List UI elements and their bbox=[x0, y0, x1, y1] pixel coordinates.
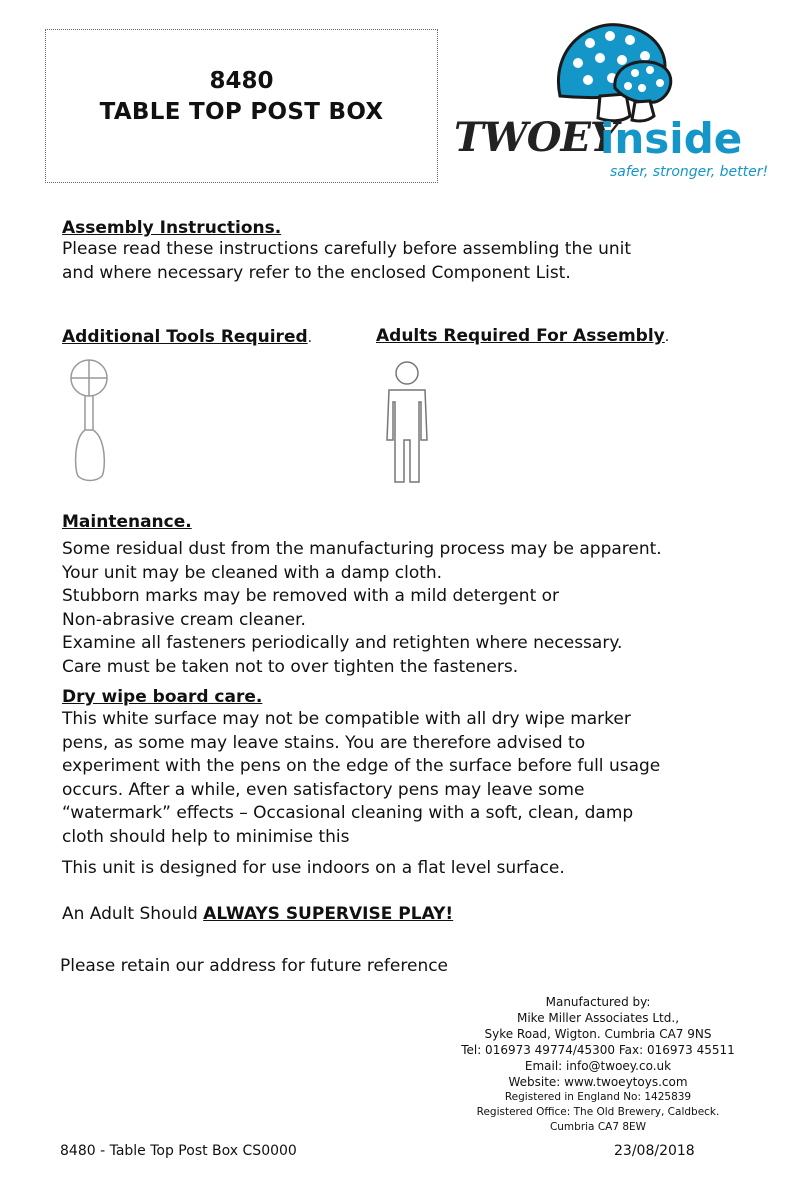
address-line: Website: www.twoeytoys.com bbox=[508, 1075, 688, 1089]
person-icon bbox=[383, 360, 433, 490]
address-line: Email: info@twoey.co.uk bbox=[524, 1059, 672, 1073]
maintenance-line: Stubborn marks may be removed with a mild detergent or bbox=[62, 586, 560, 606]
tools-heading-row bbox=[62, 327, 312, 347]
drywipe-line: occurs. After a while, even satisfactory pens may leave some bbox=[62, 779, 585, 800]
footer-date: 23/08/2018 bbox=[614, 1143, 695, 1159]
assembly-line: and where necessary refer to the enclosed Component List. bbox=[62, 262, 571, 283]
drywipe-heading: Dry wipe board care. bbox=[62, 687, 263, 707]
address-block bbox=[420, 994, 776, 1135]
tools-heading: Additional Tools Required bbox=[62, 327, 308, 347]
drywipe-line: cloth should help to minimise this bbox=[62, 826, 350, 847]
supervise-prefix: An Adult Should bbox=[62, 904, 204, 924]
supervise-emphasis: ALWAYS SUPERVISE PLAY! bbox=[203, 904, 454, 924]
drywipe-line: experiment with the pens on the edge of the surface before full usage bbox=[62, 756, 661, 776]
drywipe-line: This white surface may not be compatible with all dry wipe marker bbox=[62, 709, 631, 729]
assembly-heading: Assembly Instructions. bbox=[62, 218, 282, 238]
maintenance-line: Examine all fasteners periodically and retighten where necessary. bbox=[62, 633, 623, 653]
adults-heading-row bbox=[376, 326, 669, 346]
retain-note: Please retain our address for future reference bbox=[60, 956, 449, 976]
assembly-section bbox=[62, 218, 762, 285]
address-line: Tel: 016973 49774/45300 Fax: 016973 45511 bbox=[461, 1043, 735, 1057]
registration-line: Cumbria CA7 8EW bbox=[549, 1121, 647, 1133]
indoors-note: This unit is designed for use indoors on a flat level surface. bbox=[62, 858, 565, 878]
maintenance-line: Your unit may be cleaned with a damp cloth. bbox=[62, 562, 443, 583]
maintenance-line: Non-abrasive cream cleaner. bbox=[62, 609, 306, 630]
registration-line: Registered in England No: 1425839 bbox=[504, 1091, 692, 1103]
drywipe-line: pens, as some may leave stains. You are therefore advised to bbox=[62, 732, 586, 753]
drywipe-section bbox=[62, 686, 782, 849]
adults-dot: . bbox=[664, 329, 670, 345]
footer-left: 8480 - Table Top Post Box CS0000 bbox=[60, 1143, 297, 1159]
logo-tagline: safer, stronger, better! bbox=[610, 164, 769, 180]
drywipe-line: “watermark” effects – Occasional cleaning with a soft, clean, damp bbox=[62, 803, 634, 823]
maintenance-section bbox=[62, 512, 782, 679]
maintenance-line: Care must be taken not to over tighten the fasteners. bbox=[62, 656, 519, 677]
logo-word: inside bbox=[600, 114, 743, 163]
address-line: Syke Road, Wigton. Cumbria CA7 9NS bbox=[484, 1027, 712, 1041]
address-line: Mike Miller Associates Ltd., bbox=[516, 1011, 680, 1025]
assembly-line: Please read these instructions carefully before assembling the unit bbox=[62, 239, 632, 259]
supervise-note bbox=[62, 903, 453, 927]
logo-brand: TWOEY bbox=[454, 114, 618, 161]
maintenance-heading: Maintenance. bbox=[62, 512, 192, 532]
product-number: 8480 bbox=[209, 68, 274, 94]
adults-heading: Adults Required For Assembly bbox=[376, 326, 665, 346]
tools-dot: . bbox=[307, 330, 313, 346]
maintenance-line: Some residual dust from the manufacturing process may be apparent. bbox=[62, 539, 662, 559]
address-line: Manufactured by: bbox=[545, 995, 651, 1009]
title-box bbox=[45, 29, 438, 183]
screwdriver-icon bbox=[66, 358, 116, 487]
twoey-inside-logo bbox=[450, 18, 770, 193]
product-title: TABLE TOP POST BOX bbox=[99, 99, 384, 125]
registration-line: Registered Office: The Old Brewery, Caldbeck. bbox=[476, 1106, 720, 1118]
